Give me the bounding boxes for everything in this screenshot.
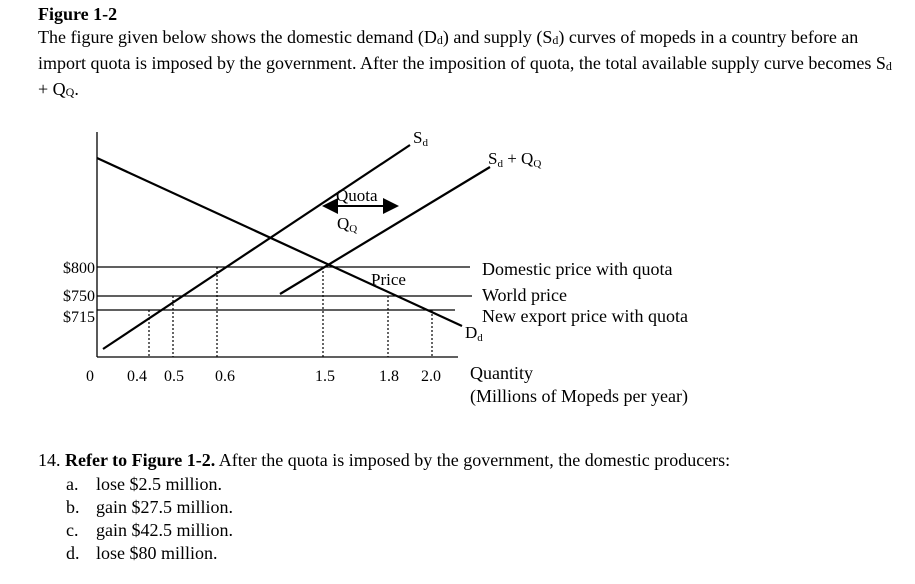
- x-tick-1.5: 1.5: [315, 368, 335, 385]
- domestic-demand-curve: [97, 158, 462, 326]
- question-14: 14. Refer to Figure 1-2. After the quota is imposed by the government, the domestic producers:: [38, 450, 731, 470]
- x-tick-0.5: 0.5: [164, 368, 184, 385]
- y-tick-800: $800: [63, 260, 95, 277]
- sd-plus-qq-label: Sd + QQ: [488, 149, 542, 170]
- answer-options: [66, 473, 233, 565]
- qq-label: QQ: [337, 214, 358, 235]
- quota-label: Quota: [336, 186, 378, 205]
- sd-label: Sd: [413, 128, 428, 149]
- x-tick-2.0: 2.0: [421, 368, 441, 385]
- figure-description: The figure given below shows the domestic demand (Dd) and supply (Sd) curves of mopeds in a country before an import quota is imposed by the government. After the imposition of quota, the total available supply curve becomes Sd + QQ.: [38, 27, 892, 99]
- option-d[interactable]: d. lose $80 million.: [66, 543, 218, 563]
- x-tick-0.6: 0.6: [215, 368, 235, 385]
- dd-label: Dd: [465, 323, 483, 344]
- y-tick-750: $750: [63, 288, 95, 305]
- world-price-label: World price: [482, 285, 568, 305]
- figure-title: Figure 1-2: [38, 4, 118, 24]
- price-label: Price: [371, 270, 406, 289]
- x-tick-0: 0: [86, 368, 94, 385]
- x-tick-1.8: 1.8: [379, 368, 399, 385]
- option-a[interactable]: a. lose $2.5 million.: [66, 474, 222, 494]
- x-axis-title: Quantity: [470, 363, 533, 383]
- export-price-label: New export price with quota: [482, 306, 688, 326]
- y-tick-715: $715: [63, 309, 95, 326]
- x-axis-subtitle: (Millions of Mopeds per year): [470, 386, 688, 406]
- option-c[interactable]: c. gain $42.5 million.: [66, 520, 233, 540]
- domestic-price-label: Domestic price with quota: [482, 259, 673, 279]
- option-b[interactable]: b. gain $27.5 million.: [66, 497, 233, 517]
- x-tick-0.4: 0.4: [127, 368, 147, 385]
